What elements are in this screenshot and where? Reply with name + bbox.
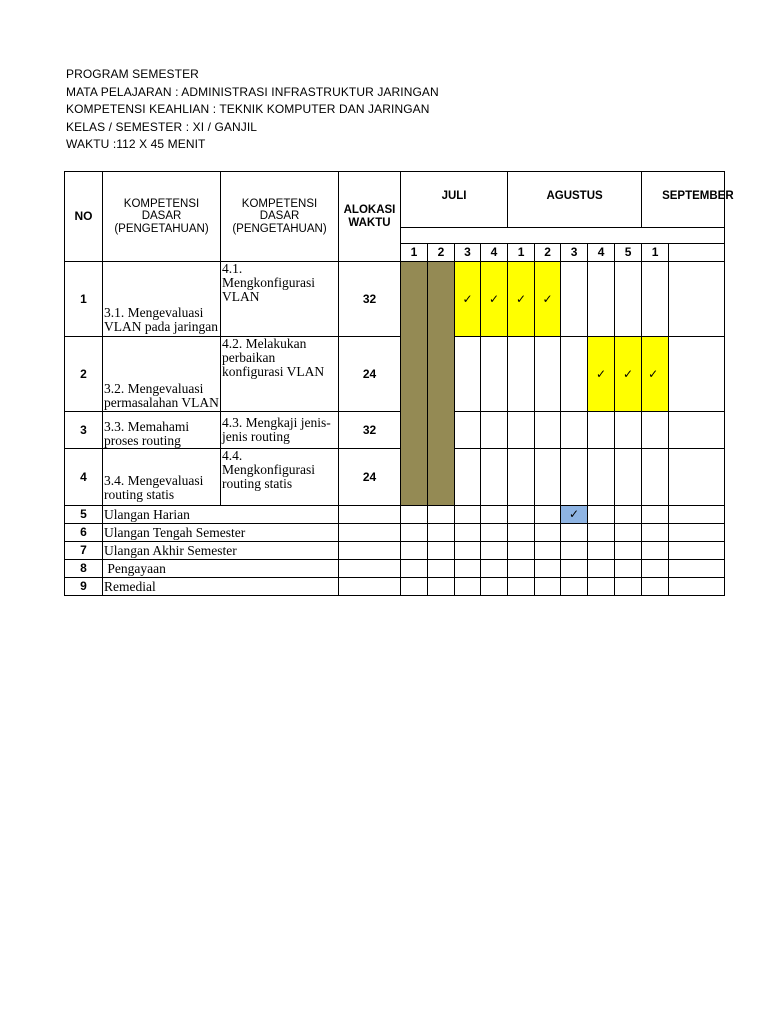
- week-cell: 4: [588, 244, 615, 262]
- check-mark: ✓: [642, 337, 669, 412]
- row-alokasi: 32: [339, 412, 401, 449]
- document-header: [66, 66, 439, 154]
- row-no: 2: [65, 337, 103, 412]
- week-cell: 1: [642, 244, 669, 262]
- week-cell: 2: [428, 244, 455, 262]
- schedule-table: [64, 171, 734, 596]
- header-gap: [401, 228, 725, 244]
- row-kd: 3.1. Mengevaluasi VLAN pada jaringan: [103, 262, 221, 337]
- doc-title: PROGRAM SEMESTER: [66, 67, 199, 81]
- subject-line: MATA PELAJARAN : ADMINISTRASI INFRASTRUKTUR JARINGAN: [66, 84, 439, 99]
- check-mark: ✓: [508, 262, 535, 337]
- row-no: 6: [65, 524, 103, 542]
- check-mark: ✓: [535, 262, 561, 337]
- col-alokasi-header: ALOKASI WAKTU: [339, 172, 401, 262]
- week-cell: 2: [535, 244, 561, 262]
- table-row: [65, 262, 725, 337]
- check-mark: ✓: [615, 337, 642, 412]
- row-ki: 4.4. Mengkonfigurasi routing statis: [221, 449, 339, 506]
- table-row: [65, 524, 725, 542]
- row-kd: 3.2. Mengevaluasi permasalahan VLAN: [103, 337, 221, 412]
- row-kd: 3.3. Memahami proses routing: [103, 412, 221, 449]
- week-cell: 4: [481, 244, 508, 262]
- row-label: Pengayaan: [103, 560, 339, 578]
- week-cell: 5: [615, 244, 642, 262]
- row-label: Remedial: [103, 578, 339, 596]
- time-line: WAKTU :112 X 45 MENIT: [66, 137, 206, 151]
- row-no: 1: [65, 262, 103, 337]
- month-agustus: AGUSTUS: [508, 172, 642, 228]
- check-mark: ✓: [481, 262, 508, 337]
- row-ki: 4.3. Mengkaji jenis-jenis routing: [221, 412, 339, 449]
- week-cell: [669, 244, 725, 262]
- week-cell: 1: [508, 244, 535, 262]
- row-alokasi: 32: [339, 262, 401, 337]
- olive-block: [401, 262, 428, 506]
- row-no: 7: [65, 542, 103, 560]
- row-no: 9: [65, 578, 103, 596]
- row-no: 3: [65, 412, 103, 449]
- competency-line: KOMPETENSI KEAHLIAN : TEKNIK KOMPUTER DAN JARINGAN: [66, 102, 430, 116]
- row-ki: 4.2. Melakukan perbaikan konfigurasi VLAN: [221, 337, 339, 412]
- table-row: [65, 578, 725, 596]
- row-label: Ulangan Akhir Semester: [103, 542, 339, 560]
- row-ki: 4.1. Mengkonfigurasi VLAN: [221, 262, 339, 337]
- col-no-header: NO: [65, 172, 103, 262]
- check-mark: ✓: [561, 506, 588, 524]
- class-semester-line: KELAS / SEMESTER : XI / GANJIL: [66, 119, 258, 134]
- week-cell: 3: [561, 244, 588, 262]
- month-september: SEPTEMBER: [642, 172, 725, 228]
- col-ki-header: KOMPETENSI DASAR (PENGETAHUAN): [221, 172, 339, 262]
- schedule-table-wrapper: [64, 171, 734, 603]
- row-kd: 3.4. Mengevaluasi routing statis: [103, 449, 221, 506]
- row-label: Ulangan Tengah Semester: [103, 524, 339, 542]
- table-row: [65, 449, 725, 506]
- table-row: [65, 560, 725, 578]
- week-cell: 1: [401, 244, 428, 262]
- week-cell: 3: [455, 244, 481, 262]
- olive-block: [428, 262, 455, 506]
- table-row: [65, 506, 725, 524]
- row-label: Ulangan Harian: [103, 506, 339, 524]
- row-alokasi: 24: [339, 449, 401, 506]
- row-no: 8: [65, 560, 103, 578]
- row-no: 5: [65, 506, 103, 524]
- row-no: 4: [65, 449, 103, 506]
- table-row: [65, 542, 725, 560]
- check-mark: ✓: [588, 337, 615, 412]
- month-juli: JULI: [401, 172, 508, 228]
- check-mark: ✓: [455, 262, 481, 337]
- col-kd-header: KOMPETENSI DASAR (PENGETAHUAN): [103, 172, 221, 262]
- table-row: [65, 412, 725, 449]
- row-alokasi: 24: [339, 337, 401, 412]
- table-row: [65, 337, 725, 412]
